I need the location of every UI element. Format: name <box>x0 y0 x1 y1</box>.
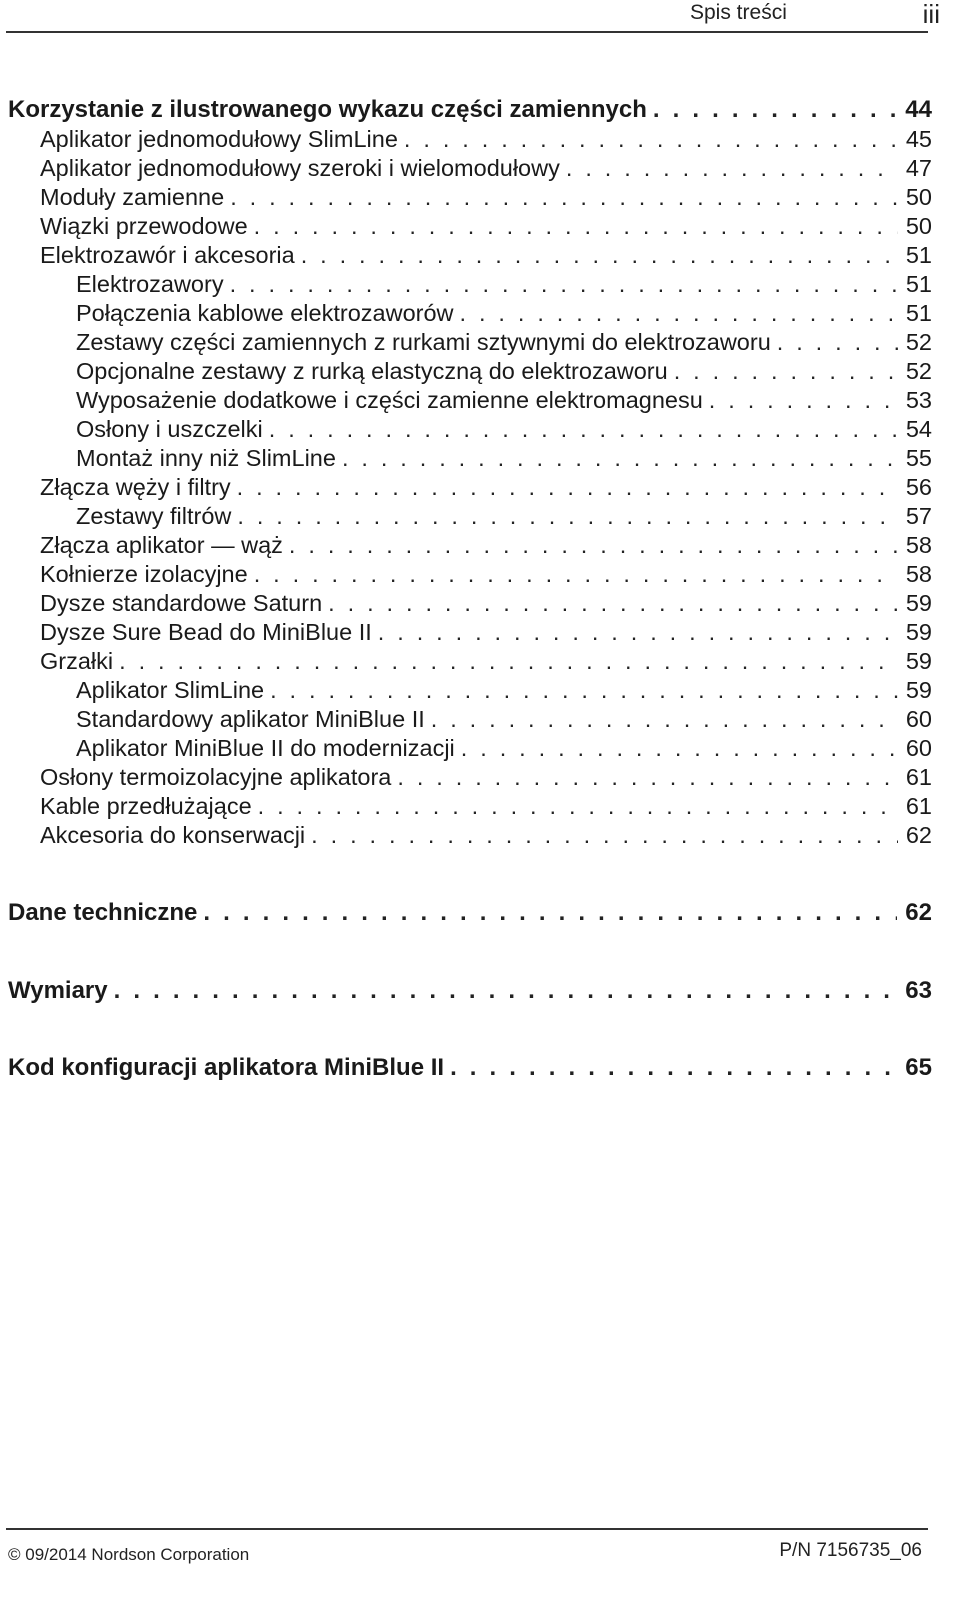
toc-entry-title: Zestawy filtrów <box>76 503 232 529</box>
toc-entry-title: Osłony termoizolacyjne aplikatora <box>40 764 392 790</box>
toc-entry-page: 61 <box>905 764 932 790</box>
toc-entry[interactable] <box>8 899 932 928</box>
toc-entry-page: 52 <box>905 358 932 384</box>
dot-leader <box>248 213 898 240</box>
dot-leader <box>647 96 897 124</box>
toc-entry-title: Dane techniczne <box>8 899 198 926</box>
dot-leader <box>771 329 898 356</box>
toc-entry-title: Zestawy części zamiennych z rurkami sztywnymi do elektrozaworu <box>76 329 771 355</box>
toc-entry-title: Akcesoria do konserwacji <box>40 822 306 848</box>
toc-entry-page: 59 <box>905 590 932 616</box>
toc-entry-title: Kod konfiguracji aplikatora MiniBlue II <box>8 1054 445 1081</box>
toc-entry-title: Aplikator SlimLine <box>76 677 265 703</box>
toc-entry-title: Dysze standardowe Saturn <box>40 590 323 616</box>
toc-entry[interactable] <box>76 358 932 387</box>
dot-leader <box>454 300 898 327</box>
toc-entry[interactable] <box>40 126 932 155</box>
dot-leader <box>231 503 897 530</box>
toc-entry-page: 55 <box>905 445 932 471</box>
dot-leader <box>455 735 898 762</box>
toc-entry-page: 51 <box>905 242 932 268</box>
toc-entry-page: 50 <box>905 184 932 210</box>
toc-entry[interactable] <box>40 561 932 590</box>
dot-leader <box>560 155 898 182</box>
toc-entry[interactable] <box>76 387 932 416</box>
toc-entry-title: Kołnierze izolacyjne <box>40 561 248 587</box>
dot-leader <box>295 242 898 269</box>
toc-entry-title: Osłony i uszczelki <box>76 416 263 442</box>
toc-entry[interactable] <box>76 445 932 474</box>
toc-entry[interactable] <box>76 677 932 706</box>
dot-leader <box>113 648 898 675</box>
toc-entry-page: 63 <box>905 977 932 1004</box>
toc-entry-title: Aplikator MiniBlue II do modernizacji <box>76 735 455 761</box>
toc-entry-title: Elektrozawór i akcesoria <box>40 242 295 268</box>
toc-entry-page: 45 <box>905 126 932 152</box>
toc-entry[interactable] <box>76 416 932 445</box>
toc-entry-title: Opcjonalne zestawy z rurką elastyczną do elektrozaworu <box>76 358 668 384</box>
toc-entry[interactable] <box>76 329 932 358</box>
toc-entry-page: 60 <box>905 706 932 732</box>
toc-entry[interactable] <box>76 503 932 532</box>
dot-leader <box>197 899 897 927</box>
dot-leader <box>224 184 898 211</box>
toc-entry[interactable] <box>40 619 932 648</box>
toc-entry[interactable] <box>76 271 932 300</box>
toc-entry-page: 53 <box>905 387 932 413</box>
toc-entry-page: 51 <box>905 271 932 297</box>
toc-entry-page: 44 <box>905 96 932 123</box>
toc-entry-title: Grzałki <box>40 648 114 674</box>
copyright-notice: © 09/2014 Nordson Corporation <box>8 1545 250 1564</box>
toc-entry[interactable] <box>76 735 932 764</box>
toc-entry-page: 51 <box>905 300 932 326</box>
toc-entry[interactable] <box>40 532 932 561</box>
footer-divider <box>6 1528 928 1530</box>
toc-entry-page: 56 <box>905 474 932 500</box>
dot-leader <box>231 474 898 501</box>
toc-entry[interactable] <box>40 155 932 184</box>
toc-entry-title: Kable przedłużające <box>40 793 252 819</box>
dot-leader <box>108 977 898 1005</box>
dot-leader <box>391 764 898 791</box>
toc-entry[interactable] <box>40 648 932 677</box>
toc-entry-page: 59 <box>905 677 932 703</box>
toc-entry-page: 59 <box>905 648 932 674</box>
toc-entry-title: Złącza węży i filtry <box>40 474 231 500</box>
toc-entry[interactable] <box>40 764 932 793</box>
toc-entry-title: Aplikator jednomodułowy SlimLine <box>40 126 398 152</box>
part-number: P/N 7156735_06 <box>779 1540 922 1561</box>
dot-leader <box>372 619 898 646</box>
toc-entry[interactable] <box>40 474 932 503</box>
toc-entry-title: Dysze Sure Bead do MiniBlue II <box>40 619 372 645</box>
toc-entry-page: 61 <box>905 793 932 819</box>
dot-leader <box>336 445 898 472</box>
toc-entry[interactable] <box>40 184 932 213</box>
dot-leader <box>248 561 898 588</box>
toc-entry-title: Korzystanie z ilustrowanego wykazu części zamiennych <box>8 96 647 123</box>
toc-entry-title: Wymiary <box>8 977 108 1004</box>
toc-entry-title: Elektrozawory <box>76 271 224 297</box>
dot-leader <box>264 677 898 704</box>
dot-leader <box>224 271 898 298</box>
dot-leader <box>305 822 898 849</box>
toc-entry[interactable] <box>76 706 932 735</box>
toc-entry-title: Złącza aplikator — wąż <box>40 532 283 558</box>
toc-entry[interactable] <box>40 213 932 242</box>
page-number: iii <box>922 0 940 29</box>
toc-entry-title: Standardowy aplikator MiniBlue II <box>76 706 425 732</box>
toc-entry-page: 58 <box>905 532 932 558</box>
toc-entry-page: 54 <box>905 416 932 442</box>
toc-entry-page: 50 <box>905 213 932 239</box>
toc-entry-title: Moduły zamienne <box>40 184 225 210</box>
toc-entry-title: Połączenia kablowe elektrozaworów <box>76 300 454 326</box>
toc-entry[interactable] <box>40 590 932 619</box>
toc-entry-page: 58 <box>905 561 932 587</box>
toc-entry[interactable] <box>76 300 932 329</box>
toc-entry-page: 57 <box>905 503 932 529</box>
toc-entry-page: 65 <box>905 1054 932 1081</box>
toc-entry-title: Montaż inny niż SlimLine <box>76 445 336 471</box>
dot-leader <box>425 706 898 733</box>
header-divider <box>6 31 928 33</box>
toc-entry[interactable] <box>40 242 932 271</box>
dot-leader <box>398 126 898 153</box>
dot-leader <box>283 532 898 559</box>
toc-entry-title: Wiązki przewodowe <box>40 213 248 239</box>
toc-entry-page: 47 <box>905 155 932 181</box>
running-title: Spis treści <box>690 1 787 24</box>
dot-leader <box>263 416 898 443</box>
toc-entry[interactable] <box>8 977 932 1006</box>
dot-leader <box>252 793 898 820</box>
toc-entry-page: 60 <box>905 735 932 761</box>
toc-entry-title: Aplikator jednomodułowy szeroki i wielomodułowy <box>40 155 560 181</box>
toc-entry-title: Wyposażenie dodatkowe i części zamienne elektromagnesu <box>76 387 703 413</box>
dot-leader <box>444 1054 897 1082</box>
toc-entry[interactable] <box>40 822 932 851</box>
dot-leader <box>703 387 898 414</box>
dot-leader <box>668 358 898 385</box>
toc-entry-page: 62 <box>905 822 932 848</box>
toc-entry-page: 62 <box>905 899 932 926</box>
toc-entry[interactable] <box>8 1054 932 1083</box>
dot-leader <box>322 590 898 617</box>
toc-entry-page: 59 <box>905 619 932 645</box>
toc-entry[interactable] <box>8 96 932 125</box>
toc-entry-page: 52 <box>905 329 932 355</box>
toc-entry[interactable] <box>40 793 932 822</box>
